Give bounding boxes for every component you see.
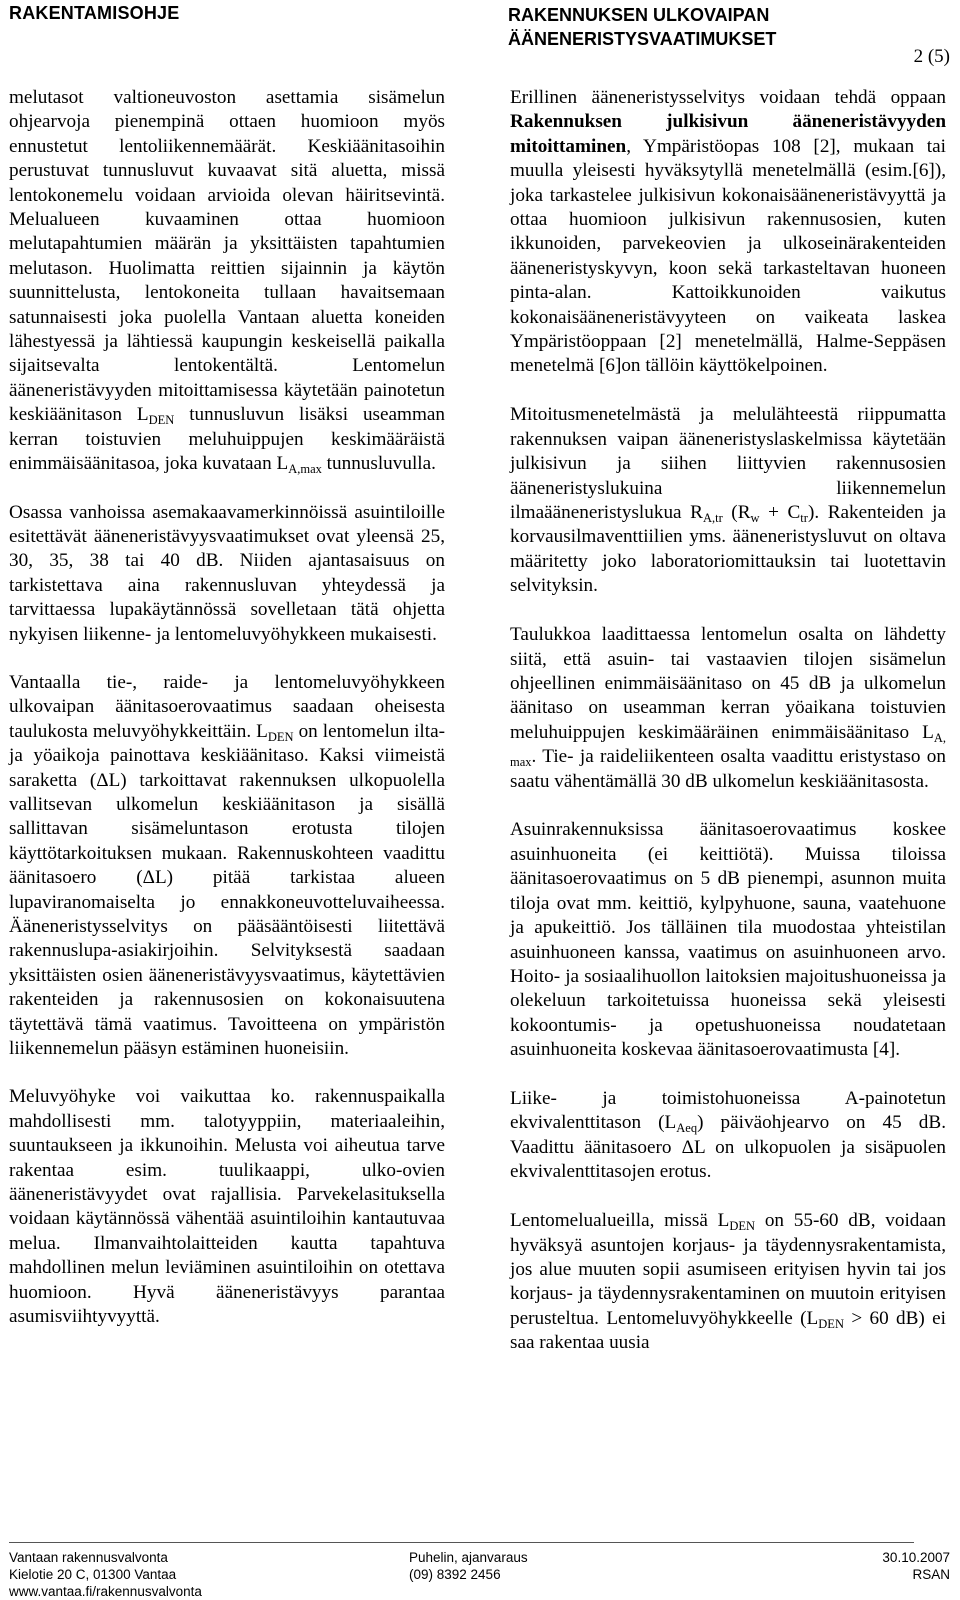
text: Vantaalla tie-, raide- ja lentomeluvyöhykkeen ulkovaipan äänitasoerovaatimus saadaan oheisesta taulukosta meluvyöhykkeittäin. L — [9, 671, 445, 742]
footer-date: 30.10.2007 — [882, 1550, 950, 1565]
right-paragraph-4: Asuinrakennuksissa äänitasoerovaatimus koskee asuinhuoneita (ei keittiötä). Muissa tiloissa äänitasoerovaatimus on 5 dB pienempi, asunnon muita tiloja ovat mm. keittiö, kylpyhuone, sauna, vaatehuone ja apukeittiö. Jos tälläinen tila muodostaa yhteistilan asuinhuoneen kanssa, vaatimus on asuinhuoneen arvo. Hoito- ja sosiaalihuollon laitoksien majoitushuoneissa ja olekeluun tarkoitetuissa huoneissa sekä yleisesti kokoontumis- ja opetushuoneissa noudatetaan asuinhuoneita koskevaa äänitasoerovaatimusta [4]. — [510, 819, 946, 1061]
right-paragraph-2 — [510, 403, 946, 598]
text: , Ympäristöopas 108 [2], mukaan tai muulla yleisesti hyväksytyllä menetelmällä (esim.[6]), joka tarkastelee julkisivun kokonaisääneneristävyyttä ja ottaa huomioon julkisivun rakennusosien, kuten ikkunoiden, parvekeovien ja ulkoseinärakenteiden ääneneristyskyvyn, koon sekä tarkasteltavan huoneen pinta-alan. Kattoikkunoiden vaikutus kokonaisääneneristävyyteen on vaikeata laskea Ympäristöoppaan [2] menetelmällä, Halme-Seppäsen menetelmä [6]on tällöin käyttökelpoinen. — [510, 135, 946, 377]
footer-phone — [409, 1549, 528, 1583]
subscript: DEN — [148, 413, 175, 428]
left-paragraph-3 — [9, 671, 445, 1062]
text: on 55-60 dB, voidaan hyväksyä asuntojen korjaus- ja täydennysrakentamista, jos alue muuten sopii asumiseen erityisen hyvin tai jos korjaus- ja täydennysrakentaminen on muutoin erityisen perusteltua. Lentomeluvyöhykkeelle (L — [510, 1210, 946, 1329]
text: + C — [759, 502, 801, 523]
footer-website: www.vantaa.fi/rakennusvalvonta — [9, 1584, 202, 1599]
header-title-left: RAKENTAMISOHJE — [9, 3, 180, 23]
footer-address — [9, 1549, 202, 1600]
page-number: 2 (5) — [913, 46, 950, 67]
text: Mitoitusmenetelmästä ja melulähteestä riippumatta rakennuksen vaipan ääneneristyslaskelmissa käytetään julkisivun ja siihen liittyvien rakennusosien ääneneristyslukuina liikennemelun ilmaääneneristyslukua R — [510, 404, 946, 523]
header-title-right — [508, 3, 776, 51]
header-right-line-1: RAKENNUKSEN ULKOVAIPAN — [508, 5, 770, 25]
footer-org: Vantaan rakennusvalvonta — [9, 1550, 168, 1565]
right-paragraph-5 — [510, 1087, 946, 1185]
subscript: DEN — [267, 729, 294, 744]
left-paragraph-2: Osassa vanhoissa asemakaavamerkinnöissä asuintiloille esitettävät ääneneristävyysvaatimukset ovat yleensä 25, 30, 35, 38 tai 40 dB. Niiden ajantasaisuus on tarkistettava aina rakennusluvan yhteydessä ja tarvittaessa lupakäytännössä sovelletaan tätä ohjetta nykyisen liikenne- ja lentomeluvyöhykkeen mukaisesti. — [9, 501, 445, 645]
subscript: DEN — [729, 1219, 756, 1234]
footer-phone-label: Puhelin, ajanvaraus — [409, 1550, 528, 1565]
left-paragraph-4: Meluvyöhyke voi vaikuttaa ko. rakennuspaikalla mahdollisesti mm. talotyyppiin, materiaaleihin, suuntaukseen ja ikkunoihin. Melusta voi aiheutua tarve rakentaa esim. tuulikaappi, ulko-ovien ääneneristävyydet ovat rajallisia. Parvekelasituksella voidaan käytännössä vähentää asuintiloihin kantautuvaa melua. Ilmanvaihtolaitteiden kautta tapahtuva mahdollinen melun leviäminen asuintiloihin on otettava huomioon. Hyvä ääneneristävyys parantaa asumisviihtyvyyttä. — [9, 1086, 445, 1328]
right-paragraph-1 — [510, 86, 946, 379]
text: Lentomelualueilla, missä L — [510, 1210, 730, 1232]
subscript: A, max — [510, 730, 946, 770]
footer-author: RSAN — [912, 1567, 950, 1582]
subscript: A,max — [288, 462, 322, 477]
text: ) päiväohjearvo on 45 dB. Vaadittu äänitasoero ΔL on ulkopuolen ja sisäpuolen ekvivalenttitasojen erotus. — [510, 1112, 946, 1183]
right-paragraph-6 — [510, 1209, 946, 1355]
page-header — [0, 0, 960, 67]
subscript: tr — [800, 511, 808, 525]
subscript: DEN — [818, 1316, 844, 1331]
text: Taulukkoa laadittaessa lentomelun osalta on lähdetty siitä, että asuin- tai vastaavien tilojen sisämelun ohjeellinen enimmäisäänitaso on 45 dB ja ulkomelun äänitaso on useamman kerran yöaikana toistuvien meluhuippujen keskimääräinen enimmäisäänitaso L — [510, 624, 946, 743]
left-paragraph-1 — [9, 86, 445, 477]
subscript: w — [750, 511, 760, 525]
footer-meta — [882, 1549, 950, 1583]
text: > 60 dB) ei saa rakentaa uusia — [510, 1307, 947, 1354]
header-right-line-2: ÄÄNENERISTYSVAATIMUKSET — [508, 29, 777, 49]
text: ). Rakenteiden ja korvausilmaventtiilien yms. ääneneristysluvut on oltava määritetty joko laboratoriomittauksin tai luotettavin selvityksin. — [510, 502, 947, 597]
footer-phone-number: (09) 8392 2456 — [409, 1567, 501, 1582]
text: . Tie- ja raideliikenteen osalta vaadittu eristystaso on saatu vähentämällä 30 dB ulkomelun keskiäänitasosta. — [510, 746, 946, 792]
page-footer — [0, 1549, 960, 1599]
footer-street: Kielotie 20 C, 01300 Vantaa — [9, 1567, 177, 1582]
text: Liike- ja toimistohuoneissa A-painotetun ekvivalenttitason (L — [510, 1088, 946, 1134]
right-paragraph-3 — [510, 623, 946, 794]
guide-title: Rakennuksen julkisivun ääneneristävyyden mitoittaminen — [510, 111, 946, 157]
text: on lentomelun ilta- ja yöaikoja painottava keskiäänitaso. Kaksi viimeistä saraketta (ΔL) tarkoittavat rakennuksen ulkopuolella vallitsevan ulkomelun keskiäänitason ja sisällä sallittavan sisämeluntason erotusta tilojen käyttötarkoituksen mukaan. Rakennuskohteen vaadittu äänitasoero (ΔL) pitää tarkistaa alueen lupaviranomaiselta jo ennakkoneuvotteluvaiheessa. Ääneneristysselvitys on pääsääntöisesti liitettävä rakennuslupa-asiakirjoihin. Selvityksestä saadaan yksittäisten osien ääneneristävyysvaatimus, käytettävien rakenteiden ja rakennusosien on kokonaisuutena täytettävä tämä vaatimus. Tavoitteena on ympäristön liikennemelun pääsyn estäminen huoneisiin. — [9, 720, 445, 1060]
subscript: A,tr — [702, 511, 723, 525]
footer-divider — [9, 1542, 914, 1543]
text: tunnusluvun lisäksi useamman kerran toistuvien meluhuippujen keskimääräistä enimmäisäänitasoa, joka kuvataan L — [9, 404, 445, 475]
text: Erillinen ääneneristysselvitys voidaan tehdä oppaan — [510, 87, 946, 108]
text: melutasot valtioneuvoston asettamia sisämelun ohjearvoja pienempinä ottaen huomioon myös ennustetut lentoliikennemäärät. Keskiäänitasoihin perustuvat tunnusluvut kuvaavat sitä aluetta, missä lentokonemelu voidaan arvioida olevan häiritsevintä. Melualueen kuvaaminen ottaa huomioon melutapahtumien määrän ja yksittäisten tapahtumien melutason. Huolimatta reittien sijainnin ja käytön suunnittelusta, lentokoneita tullaan havaitsemaan satunnaisesti joka puolella Vantaan aluetta koneiden lähestyessä ja lähtiessä kaupungin keskeisellä paikalla sijaitsevalta lentokentältä. Lentomelun ääneneristävyyden mitoittamisessa käytetään painotetun keskiäänitason L — [9, 87, 445, 426]
subscript: Aeq — [676, 1121, 698, 1136]
text: (R — [722, 502, 751, 523]
left-column — [9, 86, 445, 1354]
text: tunnusluvulla. — [321, 453, 436, 475]
right-column — [510, 86, 946, 1380]
